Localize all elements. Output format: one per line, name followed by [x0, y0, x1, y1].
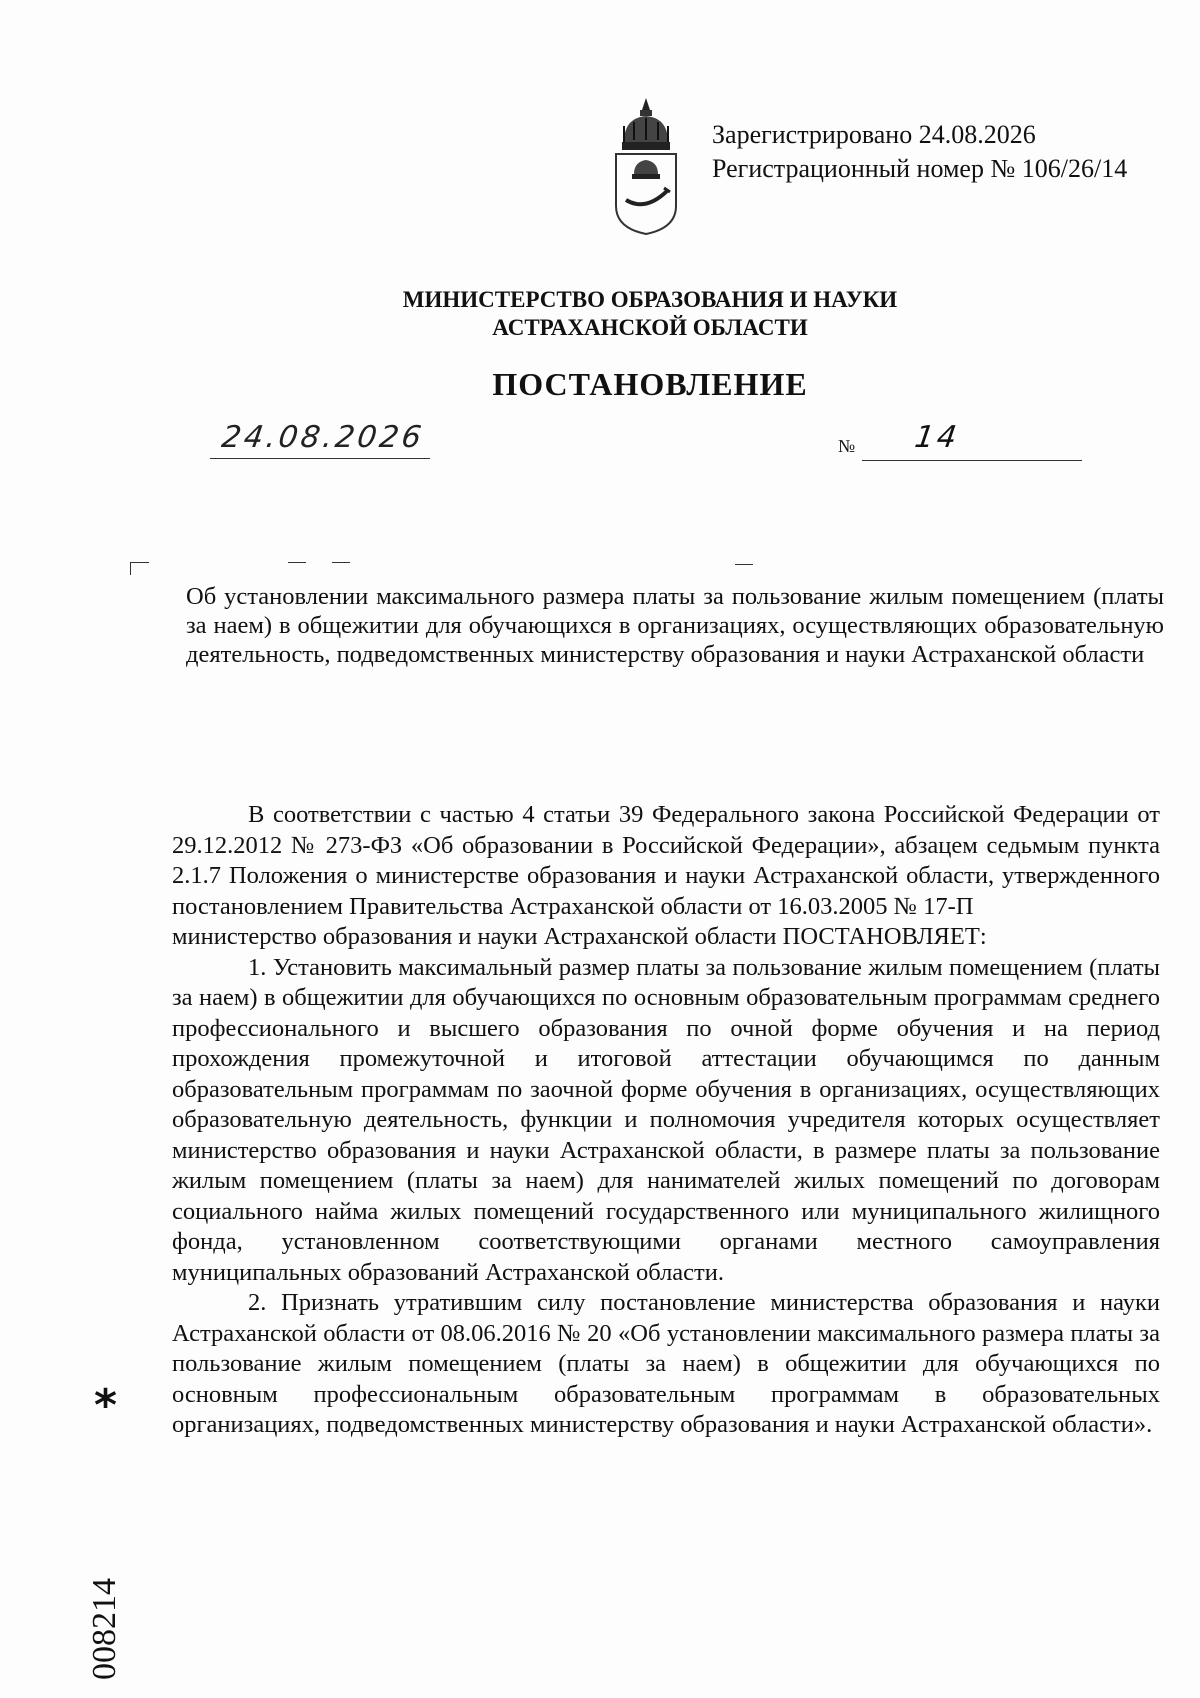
corner-mark	[130, 562, 149, 575]
ministry-line-1: МИНИСТЕРСТВО ОБРАЗОВАНИЯ И НАУКИ	[402, 287, 898, 312]
registration-number: Регистрационный номер № 106/26/14	[712, 154, 1128, 183]
preamble-paragraph: В соответствии с частью 4 статьи 39 Федерального закона Российской Федерации от 29.12.2012 № 273-ФЗ «Об образовании в Российской Федерации», абзацем седьмым пункта 2.1.7 Положения о министерстве образования и науки Астраханской области, утвержденного постановлением Правительства Астраханской области от 16.03.2005 № 17-П	[172, 801, 1160, 920]
date-underline	[210, 458, 430, 459]
document-body	[172, 800, 1160, 1441]
handwritten-number: 14	[912, 420, 962, 455]
enacting-clause: министерство образования и науки Астраханской области ПОСТАНОВЛЯЕТ:	[172, 923, 987, 950]
item-1-paragraph: 1. Установить максимальный размер платы за пользование жилым помещением (платы за наем) в общежитии для обучающихся по основным образовательным программам среднего профессионального и высшего образования по очной форме обучения и на период прохождения промежуточной и итоговой аттестации обучающимся по данным образовательным программам по заочной форме обучения в организациях, осуществляющих образовательную деятельность, функции и полномочия учредителя которых осуществляет министерство образования и науки Астраханской области, в размере платы за пользование жилым помещением (платы за наем) для нанимателей жилых помещений по договорам социального найма жилых помещений государственного или муниципального жилищного фонда, установленном соответствующими органами местного самоуправления муниципальных образований Астраханской области.	[172, 953, 1160, 1286]
corner-mark	[735, 564, 753, 577]
registration-stamp	[712, 118, 1127, 186]
handwritten-date: 24.08.2026	[219, 420, 427, 455]
item-2-paragraph: 2. Признать утратившим силу постановление министерства образования и науки Астраханской области от 08.06.2016 № 20 «Об установлении максимального размера платы за пользование жилым помещением (платы за наем) в общежитии для обучающихся по основным профессиональным образовательным программам в образовательных организациях, подведомственных министерству образования и науки Астраханской области».	[172, 1289, 1160, 1438]
number-label: №	[838, 436, 856, 456]
ministry-line-2: АСТРАХАНСКОЙ ОБЛАСТИ	[492, 315, 808, 340]
corner-mark	[332, 562, 350, 575]
number-underline	[862, 460, 1082, 461]
side-star-mark: *	[94, 1380, 118, 1431]
side-serial-number	[86, 1530, 146, 1680]
document-subject: Об установлении максимального размера платы за пользование жилым помещением (платы за наем) в общежитии для обучающихся в организациях, осуществляющих образовательную деятельность, подведомственных министерству образования и науки Астраханской области	[186, 583, 1164, 668]
ministry-header	[300, 286, 1000, 342]
corner-mark	[288, 562, 306, 575]
astrakhan-coat-of-arms-icon	[610, 96, 682, 236]
registration-date: Зарегистрировано 24.08.2026	[712, 120, 1036, 149]
side-serial-text: 008214	[86, 1578, 123, 1680]
document-type-title: ПОСТАНОВЛЕНИЕ	[492, 366, 808, 402]
